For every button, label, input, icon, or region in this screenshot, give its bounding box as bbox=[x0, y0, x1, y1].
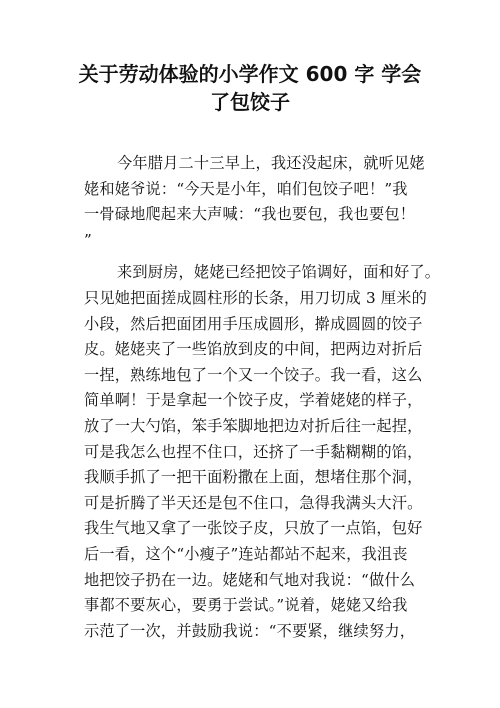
text-line: ” bbox=[84, 230, 92, 249]
text-line: 今年腊月二十三早上，我还没起床，就听见姥 bbox=[117, 154, 425, 172]
text-line: 一捏，熟练地包了一个又一个饺子。我一看，这么 bbox=[84, 365, 423, 384]
title-line-2: 了包饺子 bbox=[210, 90, 290, 114]
text-line: 姥和姥爷说：“今天是小年，咱们包饺子吧！”我 bbox=[84, 179, 408, 198]
text-line: 后一看，这个“小瘦子”连站都站不起来，我沮丧 bbox=[84, 544, 408, 563]
text-line: 可是折腾了半天还是包不住口，急得我满头大汗。 bbox=[84, 493, 423, 512]
text-line: 来到厨房，姥姥已经把饺子馅调好，面和好了。 bbox=[117, 263, 441, 282]
document-title bbox=[60, 60, 440, 116]
text-line: 示范了一次，并鼓励我说：“不要紧，继续努力， bbox=[84, 621, 416, 640]
text-line: 我生气地又拿了一张饺子皮，只放了一点馅，包好 bbox=[84, 519, 423, 538]
title-line-1: 关于劳动体验的小学作文 600 字 学会 bbox=[78, 62, 422, 86]
paragraph-2 bbox=[84, 260, 441, 644]
text-line: 只见她把面搓成圆柱形的长条，用刀切成 3 厘米的 bbox=[84, 288, 428, 307]
text-line: 皮。姥姥夹了一些馅放到皮的中间，把两边对折后 bbox=[84, 340, 423, 359]
text-line: 一骨碌地爬起来大声喊：“我也要包，我也要包！ bbox=[84, 205, 416, 224]
text-line: 事都不要灰心，要勇于尝试。”说着，姥姥又给我 bbox=[84, 596, 408, 615]
text-line: 放了一大勺馅，笨手笨脚地把边对折后往一起捏， bbox=[84, 416, 423, 435]
text-line: 简单啊！于是拿起一个饺子皮，学着姥姥的样子， bbox=[84, 391, 423, 410]
document-body bbox=[84, 151, 441, 644]
text-line: 我顺手抓了一把干面粉撒在上面，想堵住那个洞， bbox=[84, 468, 423, 487]
text-line: 小段，然后把面团用手压成圆形，擀成圆圆的饺子 bbox=[84, 314, 423, 333]
text-line: 可是我怎么也捏不住口，还挤了一手黏糊糊的馅， bbox=[84, 442, 423, 461]
paragraph-1 bbox=[84, 151, 429, 253]
text-line: 地把饺子扔在一边。姥姥和气地对我说：“做什么 bbox=[84, 570, 416, 589]
